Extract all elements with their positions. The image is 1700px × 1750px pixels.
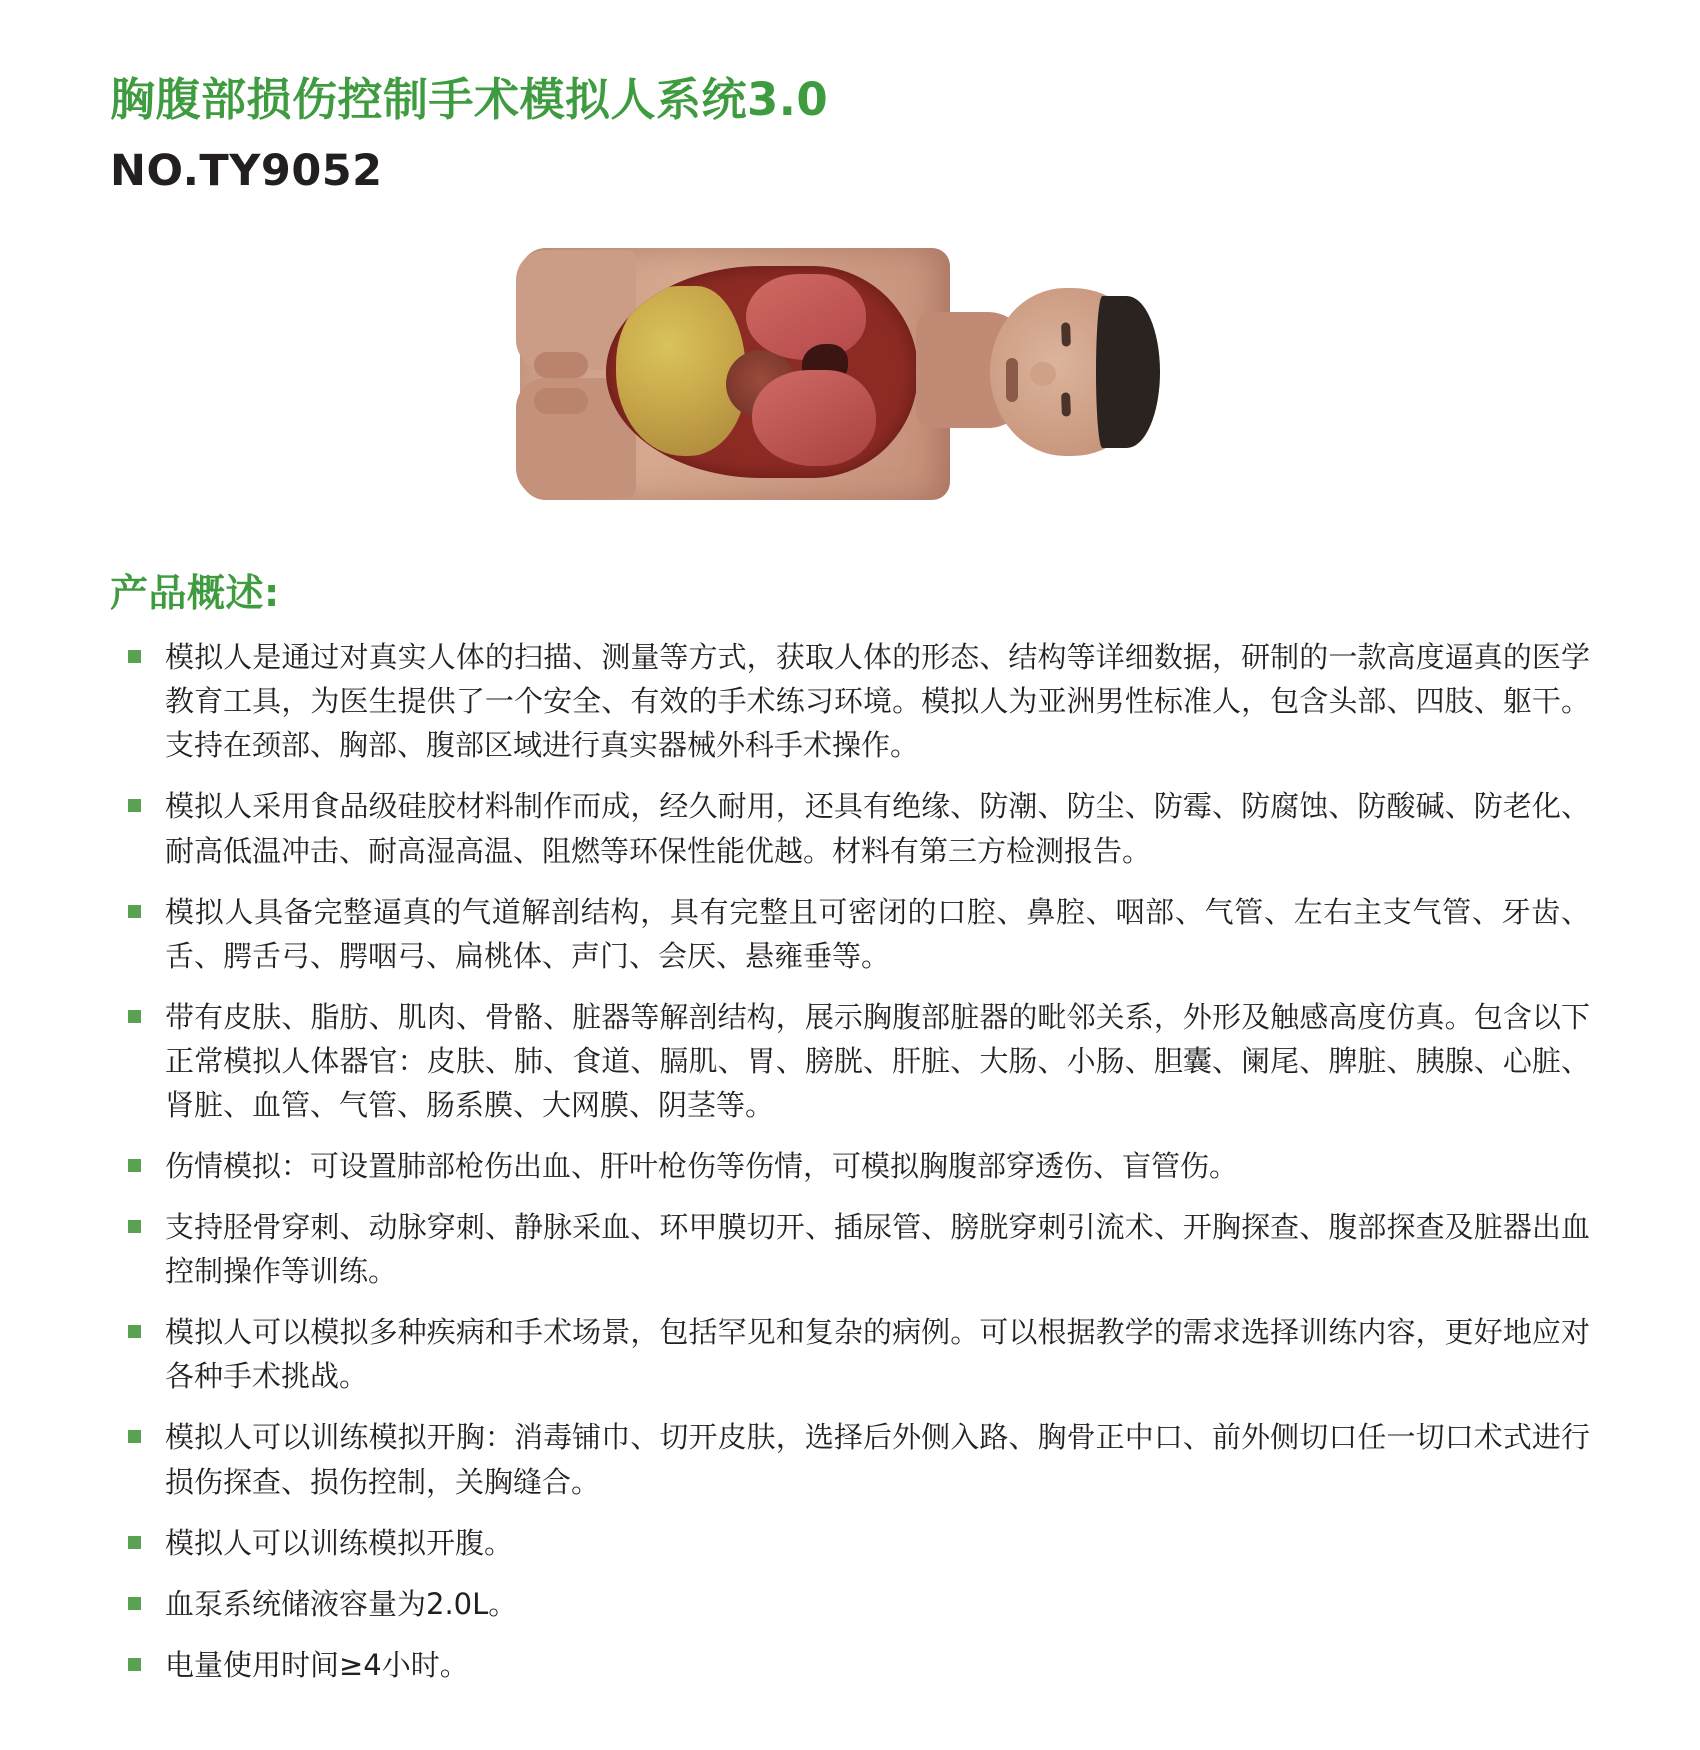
- manikin-mouth: [1006, 358, 1018, 402]
- manikin-hair: [1096, 296, 1160, 448]
- organ-liver: [616, 286, 746, 456]
- list-item: 模拟人可以模拟多种疾病和手术场景，包括罕见和复杂的病例。可以根据教学的需求选择训练内容，更好地应对各种手术挑战。: [110, 1310, 1590, 1398]
- organ-lung-upper: [746, 274, 866, 360]
- manikin-arm-stub-lower: [534, 388, 588, 414]
- list-item: 伤情模拟：可设置肺部枪伤出血、肝叶枪伤等伤情，可模拟胸腹部穿透伤、盲管伤。: [110, 1144, 1590, 1188]
- list-item: 模拟人可以训练模拟开胸：消毒铺巾、切开皮肤，选择后外侧入路、胸骨正中口、前外侧切口任一切口术式进行损伤探查、损伤控制，关胸缝合。: [110, 1415, 1590, 1503]
- list-item: 模拟人是通过对真实人体的扫描、测量等方式，获取人体的形态、结构等详细数据，研制的一款高度逼真的医学教育工具，为医生提供了一个安全、有效的手术练习环境。模拟人为亚洲男性标准人，包含头部、四肢、躯干。支持在颈部、胸部、腹部区域进行真实器械外科手术操作。: [110, 635, 1590, 767]
- manikin-arm-stub-upper: [534, 352, 588, 378]
- list-item: 支持胫骨穿刺、动脉穿刺、静脉采血、环甲膜切开、插尿管、膀胱穿刺引流术、开胸探查、腹部探查及脏器出血控制操作等训练。: [110, 1205, 1590, 1293]
- list-item: 血泵系统储液容量为2.0L。: [110, 1582, 1590, 1626]
- manikin-illustration: [520, 240, 1180, 510]
- organ-lung-lower: [752, 370, 876, 466]
- manikin-eye-left: [1061, 323, 1071, 347]
- model-number: NO.TY9052: [110, 146, 383, 197]
- list-item: 模拟人可以训练模拟开腹。: [110, 1521, 1590, 1565]
- manikin-eye-right: [1061, 393, 1071, 417]
- list-item: 模拟人采用食品级硅胶材料制作而成，经久耐用，还具有绝缘、防潮、防尘、防霉、防腐蚀、防酸碱、防老化、耐高低温冲击、耐高湿高温、阻燃等环保性能优越。材料有第三方检测报告。: [110, 784, 1590, 872]
- overview-bullet-list: [110, 635, 1590, 1687]
- page-title: 胸腹部损伤控制手术模拟人系统3.0: [110, 73, 829, 126]
- section-heading-overview: 产品概述:: [110, 571, 280, 616]
- manikin-nose: [1030, 362, 1056, 386]
- product-figure: [110, 230, 1590, 520]
- open-thoracoabdominal-cavity: [606, 266, 918, 478]
- list-item: 带有皮肤、脂肪、肌肉、骨骼、脏器等解剖结构，展示胸腹部脏器的毗邻关系，外形及触感高度仿真。包含以下正常模拟人体器官：皮肤、肺、食道、膈肌、胃、膀胱、肝脏、大肠、小肠、胆囊、阑尾、脾脏、胰腺、心脏、肾脏、血管、气管、肠系膜、大网膜、阴茎等。: [110, 995, 1590, 1127]
- list-item: 电量使用时间≥4小时。: [110, 1643, 1590, 1687]
- manikin-head: [990, 288, 1154, 456]
- list-item: 模拟人具备完整逼真的气道解剖结构，具有完整且可密闭的口腔、鼻腔、咽部、气管、左右主支气管、牙齿、舌、腭舌弓、腭咽弓、扁桃体、声门、会厌、悬雍垂等。: [110, 890, 1590, 978]
